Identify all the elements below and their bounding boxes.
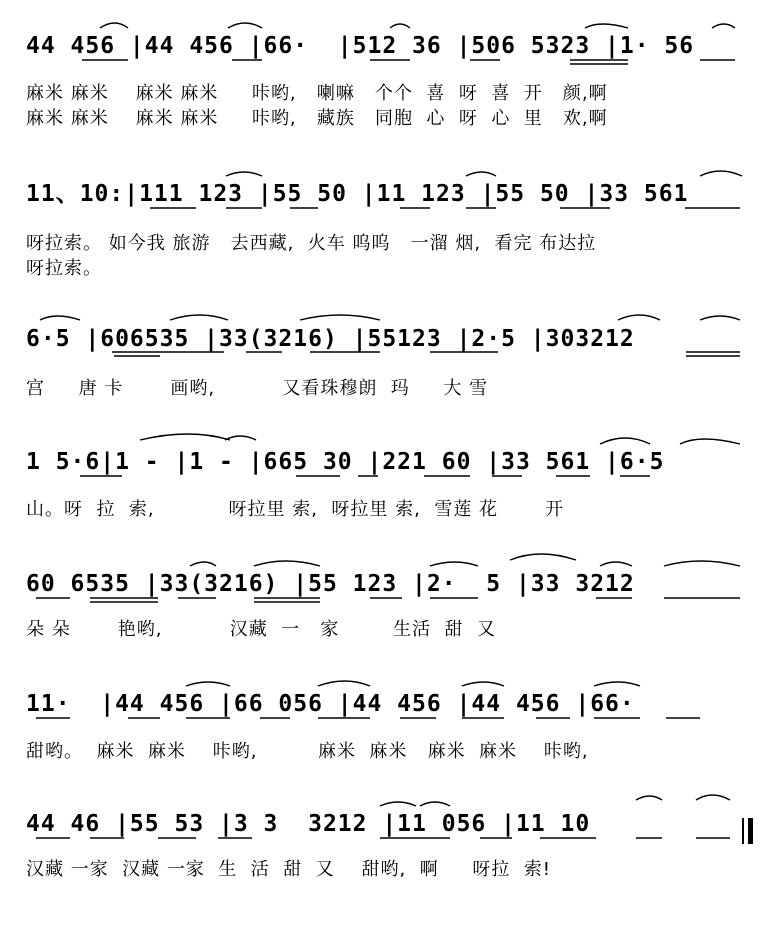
notation-line-7: 44 46 |55 53 |3 3 3212 |11 056 |11 10 [26,811,591,837]
notation-line-4: 1 5·6|1 - |1 - |665 30 |221 60 |33 561 |6·5 [26,449,665,475]
lyric-line-6: 甜哟。 麻米 麻米 咔哟, 麻米 麻米 麻米 麻米 咔哟, [26,741,589,762]
notation-line-2: 11、10:|111 123 |55 50 |11 123 |55 50 |33 561 [26,181,689,207]
lyric-line-4: 山。呀 拉 索, 呀拉里 索, 呀拉里 索, 雪莲 花 开 [26,499,565,520]
notation-line-1: 44 456 |44 456 |66· |512 36 |506 5323 |1· 56 [26,33,695,59]
lyric-line-1b: 麻米 麻米 麻米 麻米 咔哟, 藏族 同胞 心 呀 心 里 欢,啊 [26,108,608,129]
lyric-line-3: 宫 唐 卡 画哟, 又看珠穆朗 玛 大 雪 [26,378,489,399]
lyric-line-5: 朵 朵 艳哟, 汉藏 一 家 生活 甜 又 [26,619,496,640]
lyric-line-7: 汉藏 一家 汉藏 一家 生 活 甜 又 甜哟, 啊 呀拉 索! [26,859,551,880]
lyric-line-2b: 呀拉索。 [26,258,102,279]
notation-line-6: 11· |44 456 |66 056 |44 456 |44 456 |66· [26,691,635,717]
notation-line-3: 6·5 |606535 |33(3216) |55123 |2·5 |303212 [26,326,635,352]
notation-line-5: 60 6535 |33(3216) |55 123 |2· 5 |33 3212 [26,571,635,597]
lyric-line-1a: 麻米 麻米 麻米 麻米 咔哟, 喇嘛 个个 喜 呀 喜 开 颜,啊 [26,83,608,104]
lyric-line-2a: 呀拉索。 如今我 旅游 去西藏, 火车 呜呜 一溜 烟, 看完 布达拉 [26,233,597,254]
